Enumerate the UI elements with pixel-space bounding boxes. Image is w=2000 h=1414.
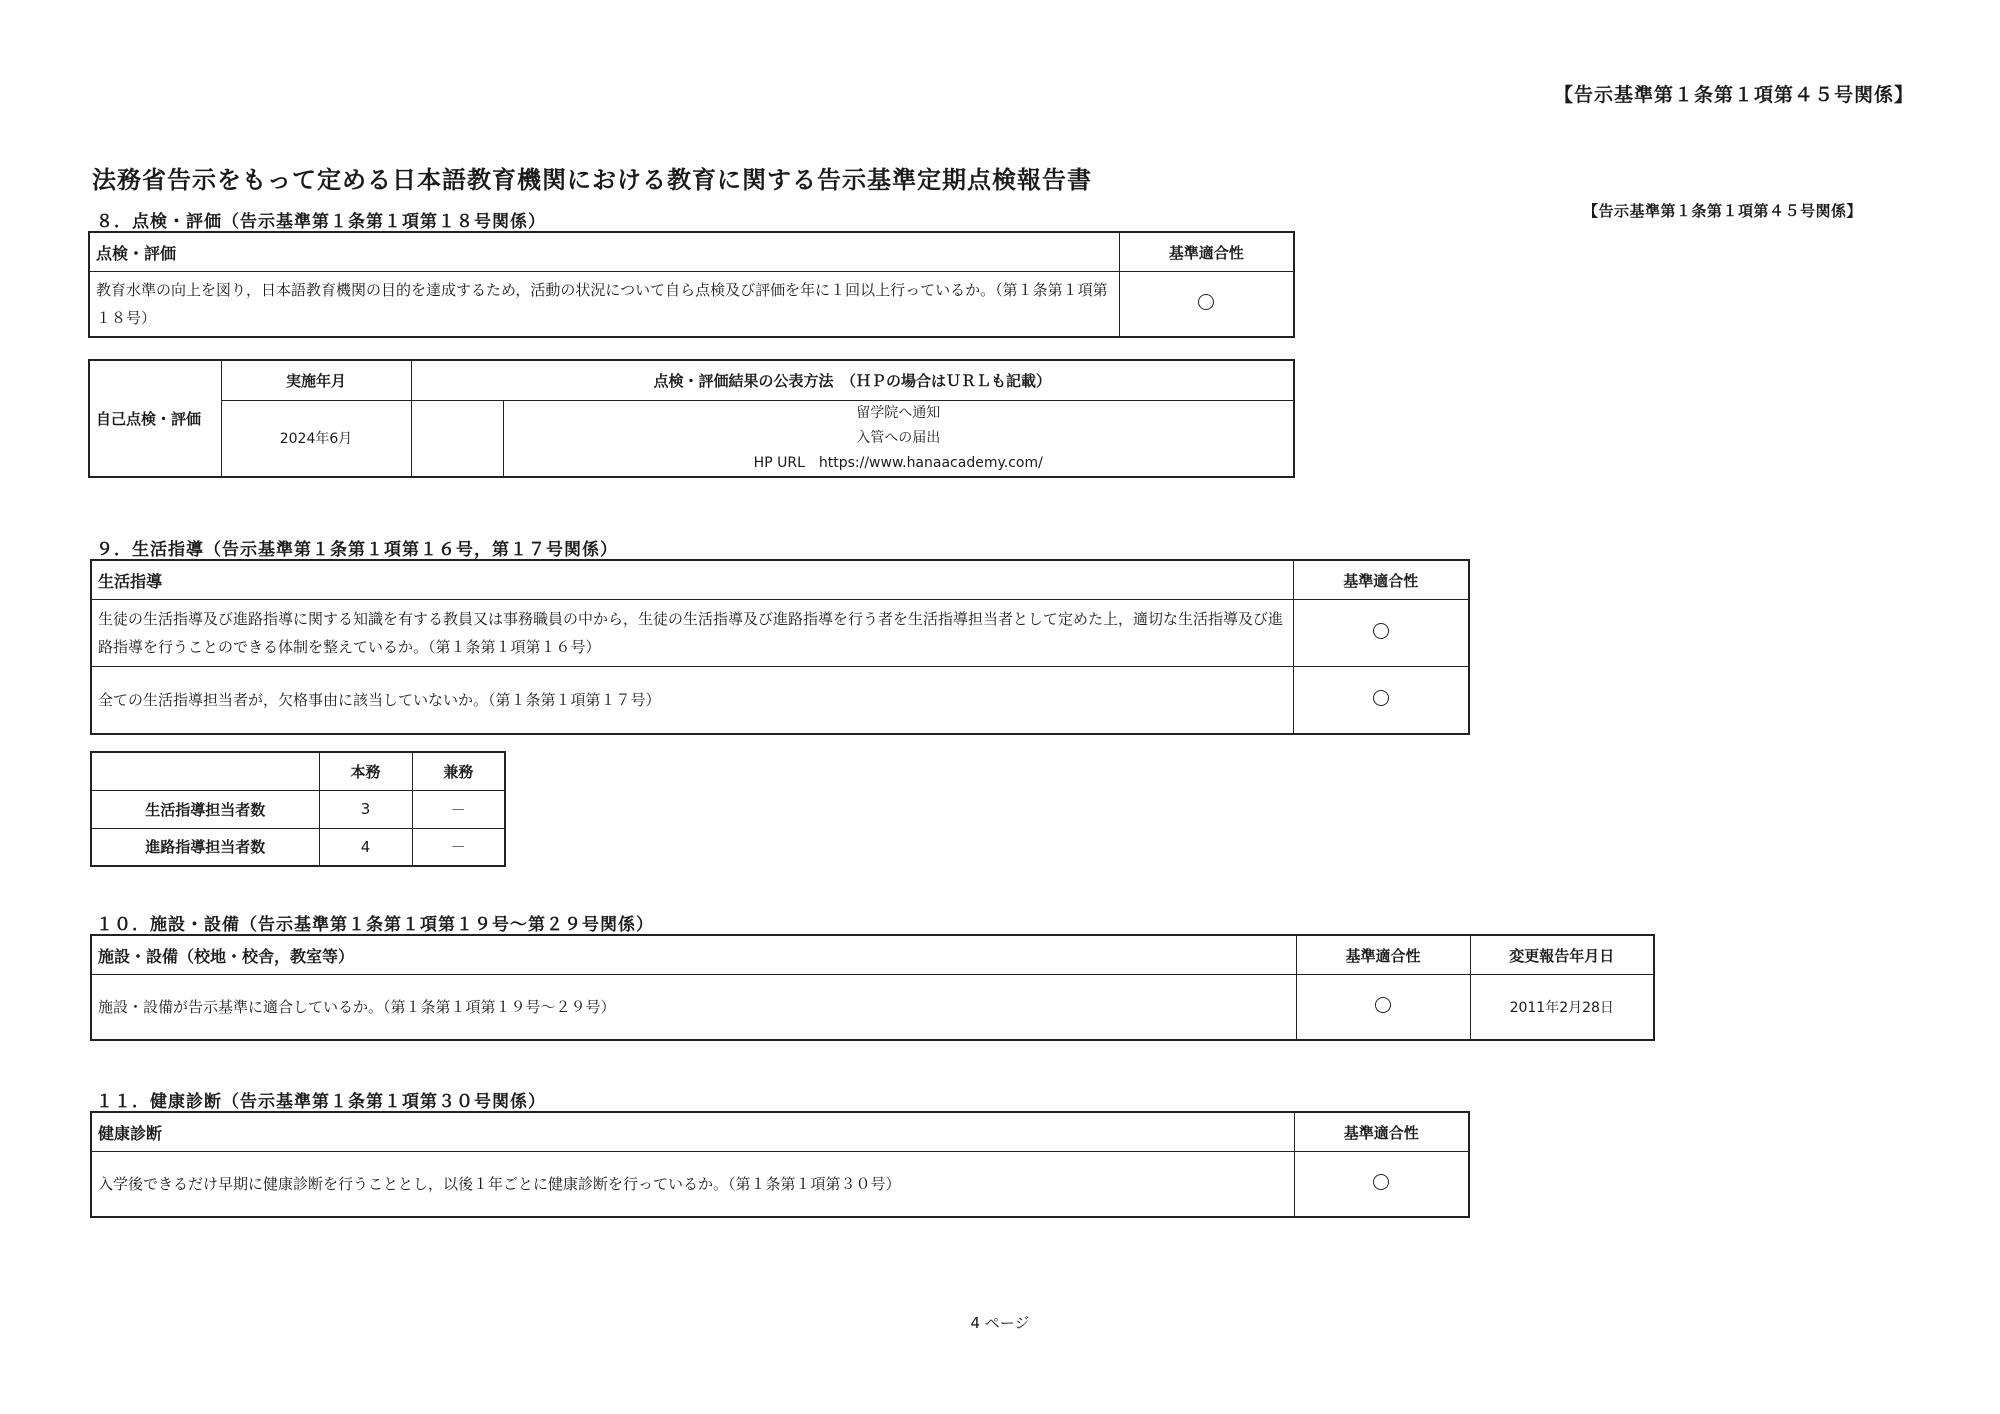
page-number: 4 ページ <box>970 1314 1030 1332</box>
col-header-date: 実施年月 <box>221 360 411 400</box>
col-header-item: 生活指導 <box>91 560 1293 600</box>
check-question: 施設・設備が告示基準に適合しているか。（第１条第１項第１９号～２９号） <box>91 975 1296 1041</box>
self-eval-method <box>503 400 1294 477</box>
check-question: 入学後できるだけ早期に健康診断を行うこととし，以後１年ごとに健康診断を行っているか。（第１条第１項第３０号） <box>91 1152 1294 1218</box>
section-8-table <box>88 231 1295 338</box>
staff-main-count: 3 <box>319 790 412 828</box>
section-10-heading: １０．施設・設備（告示基準第１条第１項第１９号～第２９号関係） <box>96 915 654 935</box>
col-header-item: 点検・評価 <box>89 232 1119 272</box>
compliance-answer <box>1293 600 1469 667</box>
method-line: 入管への届出 <box>856 429 941 446</box>
self-eval-date: 2024年6月 <box>221 400 411 477</box>
circle-mark-icon <box>1373 1174 1389 1190</box>
section-9-heading: ９．生活指導（告示基準第１条第１項第１６号，第１７号関係） <box>96 540 618 560</box>
col-header-compliance: 基準適合性 <box>1293 560 1469 600</box>
col-header-change-date: 変更報告年月日 <box>1470 935 1654 975</box>
circle-mark-icon <box>1373 623 1389 639</box>
check-question: 教育水準の向上を図り，日本語教育機関の目的を達成するため，活動の状況について自ら点検及び評価を年に１回以上行っているか。（第１条第１項第１８号） <box>89 272 1119 338</box>
staff-main-count: 4 <box>319 828 412 866</box>
section-10-table <box>90 934 1655 1041</box>
self-eval-empty-cell <box>411 400 503 477</box>
staff-sub-count: － <box>412 790 505 828</box>
col-header-item: 健康診断 <box>91 1112 1294 1152</box>
section-8-heading: ８．点検・評価（告示基準第１条第１項第１８号関係） <box>96 212 546 232</box>
self-evaluation-table <box>88 359 1295 478</box>
reference-label: 【告示基準第１条第１項第４５号関係】 <box>1553 84 1914 106</box>
compliance-answer <box>1293 667 1469 735</box>
col-header-concurrent-duty: 兼務 <box>412 752 505 790</box>
staff-row-label: 進路指導担当者数 <box>91 828 319 866</box>
staff-count-table <box>90 751 506 867</box>
section-11-heading: １１．健康診断（告示基準第１条第１項第３０号関係） <box>96 1092 546 1112</box>
circle-mark-icon <box>1373 690 1389 706</box>
col-header-main-duty: 本務 <box>319 752 412 790</box>
col-header-method: 点検・評価結果の公表方法 （ＨＰの場合はＵＲＬも記載） <box>411 360 1294 400</box>
compliance-answer <box>1119 272 1294 338</box>
check-question: 生徒の生活指導及び進路指導に関する知識を有する教員又は事務職員の中から，生徒の生活指導及び進路指導を行う者を生活指導担当者として定めた上，適切な生活指導及び進路指導を行うことのできる体制を整えているか。（第１条第１項第１６号） <box>91 600 1293 667</box>
col-header-compliance: 基準適合性 <box>1119 232 1294 272</box>
self-eval-row-label: 自己点検・評価 <box>89 360 221 477</box>
col-header-compliance: 基準適合性 <box>1294 1112 1469 1152</box>
circle-mark-icon <box>1375 997 1391 1013</box>
method-line: 留学院へ通知 <box>856 404 941 421</box>
staff-row-label: 生活指導担当者数 <box>91 790 319 828</box>
col-header-compliance: 基準適合性 <box>1296 935 1470 975</box>
col-header-item: 施設・設備（校地・校舎，教室等） <box>91 935 1296 975</box>
method-line: HP URL https://www.hanaacademy.com/ <box>753 454 1043 471</box>
document-title: 法務省告示をもって定める日本語教育機関における教育に関する告示基準定期点検報告書 <box>92 166 1092 194</box>
compliance-answer <box>1296 975 1470 1041</box>
reference-label-small: 【告示基準第１条第１項第４５号関係】 <box>1583 202 1863 220</box>
section-11-table <box>90 1111 1470 1218</box>
compliance-answer <box>1294 1152 1469 1218</box>
circle-mark-icon <box>1198 294 1214 310</box>
staff-sub-count: － <box>412 828 505 866</box>
change-report-date: 2011年2月28日 <box>1470 975 1654 1041</box>
section-9-table <box>90 559 1470 735</box>
staff-header-blank <box>91 752 319 790</box>
check-question: 全ての生活指導担当者が，欠格事由に該当していないか。（第１条第１項第１７号） <box>91 667 1293 735</box>
